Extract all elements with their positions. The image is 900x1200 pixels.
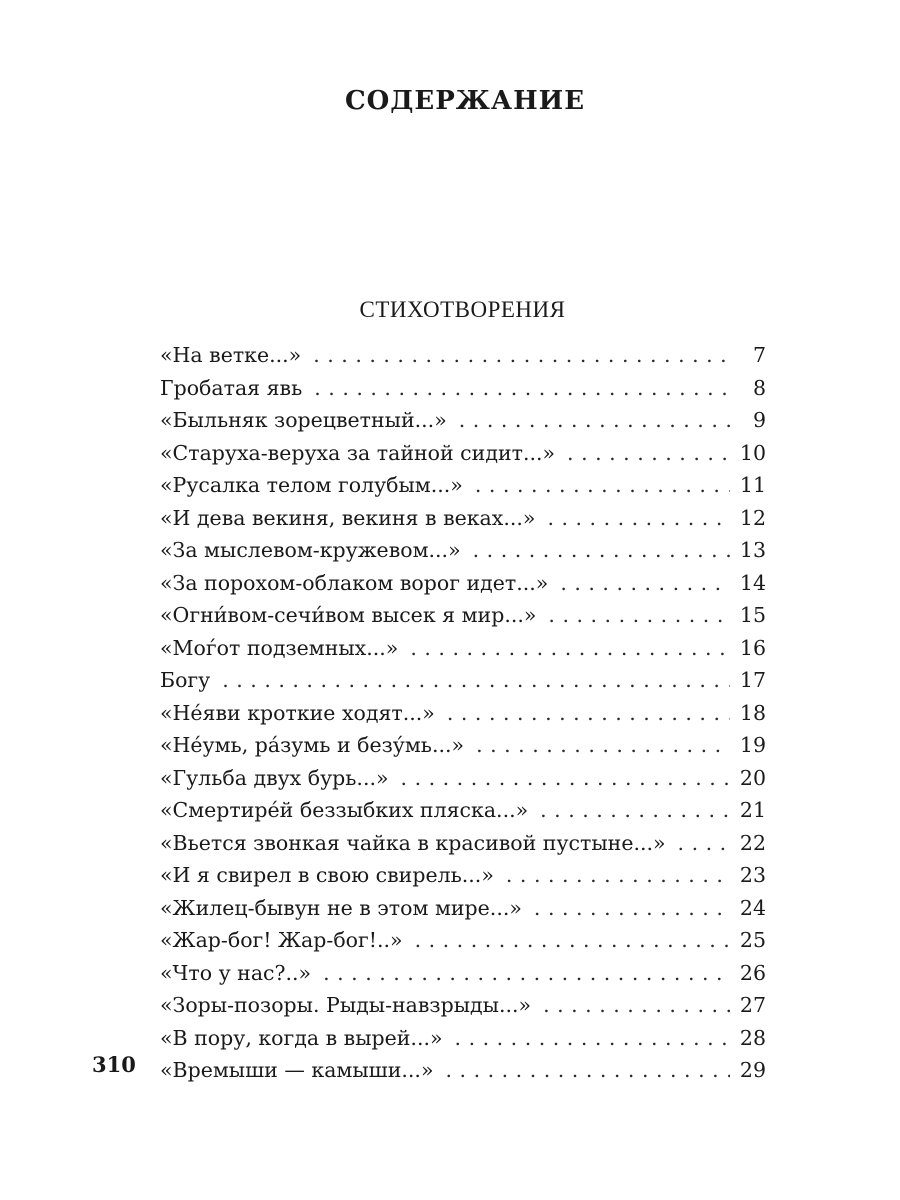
- toc-entry-page: 19: [739, 733, 766, 757]
- toc-leader-dots: [678, 831, 730, 855]
- toc-entry-title: «Зоры-позоры. Рыды-навзрыды...»: [160, 993, 532, 1017]
- toc-leader-dots: [410, 636, 730, 660]
- toc-leader-dots: [222, 668, 730, 692]
- toc-entry-title: «Моѓот подземных...»: [160, 635, 399, 660]
- toc-entry-title: «На ветке...»: [160, 343, 302, 367]
- toc-entry: [160, 408, 766, 441]
- toc-entry-page: 20: [739, 765, 766, 790]
- toc-leader-dots: [314, 376, 734, 400]
- toc-entry-page: 21: [739, 798, 766, 822]
- toc-entry-page: 12: [739, 505, 766, 530]
- toc-entry-title: Богу: [160, 668, 211, 692]
- toc-entry-page: 27: [739, 993, 766, 1017]
- toc-leader-dots: [548, 603, 729, 627]
- toc-leader-dots: [476, 733, 730, 757]
- toc-entry: [160, 636, 766, 669]
- toc-leader-dots: [534, 896, 730, 920]
- toc-entry: [160, 961, 766, 994]
- toc-entry-page: 29: [739, 1058, 766, 1082]
- table-of-contents: [160, 343, 766, 1091]
- toc-entry-page: 8: [752, 375, 766, 400]
- toc-entry-title: «Жар-бог! Жар-бог!..»: [160, 928, 403, 952]
- section-title: СТИХОТВОРЕНИЯ: [359, 297, 566, 322]
- toc-leader-dots: [506, 863, 730, 887]
- toc-leader-dots: [447, 701, 730, 725]
- toc-entry-title: Гробатая явь: [160, 375, 303, 400]
- toc-leader-dots: [560, 571, 730, 595]
- toc-entry: [160, 538, 766, 571]
- toc-entry: [160, 376, 766, 409]
- toc-entry-page: 14: [739, 570, 766, 595]
- toc-entry: [160, 571, 766, 604]
- toc-leader-dots: [313, 343, 734, 367]
- toc-entry: [160, 863, 766, 896]
- toc-entry-page: 25: [739, 928, 766, 952]
- toc-leader-dots: [473, 538, 730, 562]
- toc-entry-page: 18: [739, 700, 766, 725]
- toc-entry: [160, 506, 766, 539]
- toc-leader-dots: [459, 408, 734, 432]
- toc-entry-title: «За порохом-облаком ворог идет...»: [160, 570, 549, 595]
- toc-entry-title: «И я свирел в свою свирель...»: [160, 863, 494, 887]
- toc-entry: [160, 668, 766, 701]
- toc-entry-page: 9: [752, 408, 766, 432]
- toc-leader-dots: [540, 798, 730, 822]
- toc-entry-page: 24: [739, 895, 766, 920]
- toc-entry-title: «Не́умь, ра́зумь и безу́мь...»: [160, 733, 465, 757]
- toc-entry-page: 23: [739, 863, 766, 887]
- toc-entry-page: 10: [739, 440, 766, 465]
- toc-leader-dots: [323, 961, 730, 985]
- toc-leader-dots: [475, 473, 730, 497]
- toc-entry: [160, 896, 766, 929]
- toc-entry: [160, 831, 766, 864]
- toc-entry-page: 28: [739, 1025, 766, 1050]
- toc-entry-title: «В пору, когда в вырей...»: [160, 1025, 443, 1050]
- toc-leader-dots: [543, 993, 730, 1017]
- toc-entry-title: «Гульба двух бурь...»: [160, 765, 389, 790]
- toc-entry-title: «Смертире́й беззыбких пляска...»: [160, 798, 529, 822]
- toc-entry-title: «Быльняк зорецветный...»: [160, 408, 447, 432]
- toc-entry: [160, 733, 766, 766]
- toc-entry-page: 17: [739, 668, 766, 692]
- toc-entry-title: «Старуха-веруха за тайной сидит...»: [160, 440, 556, 465]
- toc-entry-title: «Не́яви кроткие ходят...»: [160, 700, 435, 725]
- toc-entry: [160, 798, 766, 831]
- page-title: СОДЕРЖАНИЕ: [344, 86, 586, 116]
- toc-entry-title: «Жилец-бывун не в этом мире...»: [160, 895, 522, 920]
- toc-entry: [160, 603, 766, 636]
- toc-entry-title: «Времыши — камыши...»: [160, 1058, 434, 1082]
- toc-entry: [160, 993, 766, 1026]
- toc-entry: [160, 928, 766, 961]
- toc-leader-dots: [567, 441, 730, 465]
- toc-leader-dots: [446, 1058, 730, 1082]
- toc-entry-title: «За мыслевом-кружевом...»: [160, 538, 461, 562]
- toc-entry-title: «Вьется звонкая чайка в красивой пустыне...»: [160, 830, 666, 855]
- toc-entry: [160, 1058, 766, 1091]
- toc-leader-dots: [547, 506, 729, 530]
- toc-entry-title: «Что у нас?..»: [160, 960, 312, 985]
- toc-entry-page: 22: [739, 830, 766, 855]
- toc-leader-dots: [455, 1026, 730, 1050]
- toc-entry-page: 11: [739, 473, 766, 497]
- toc-entry: [160, 473, 766, 506]
- toc-entry: [160, 1026, 766, 1059]
- toc-entry-page: 15: [739, 603, 766, 627]
- page-number: 310: [92, 1052, 136, 1077]
- toc-entry: [160, 343, 766, 376]
- toc-entry-title: «Огни́вом-сечи́вом высек я мир...»: [160, 603, 537, 627]
- toc-entry: [160, 766, 766, 799]
- toc-entry-page: 7: [752, 343, 766, 367]
- toc-entry-title: «И дева векиня, векиня в веках...»: [160, 505, 536, 530]
- toc-entry-page: 13: [739, 538, 766, 562]
- toc-entry-page: 16: [739, 635, 766, 660]
- toc-entry: [160, 701, 766, 734]
- toc-entry-page: 26: [739, 960, 766, 985]
- toc-leader-dots: [401, 766, 730, 790]
- toc-entry: [160, 441, 766, 474]
- toc-leader-dots: [415, 928, 730, 952]
- toc-entry-title: «Русалка телом голубым...»: [160, 473, 463, 497]
